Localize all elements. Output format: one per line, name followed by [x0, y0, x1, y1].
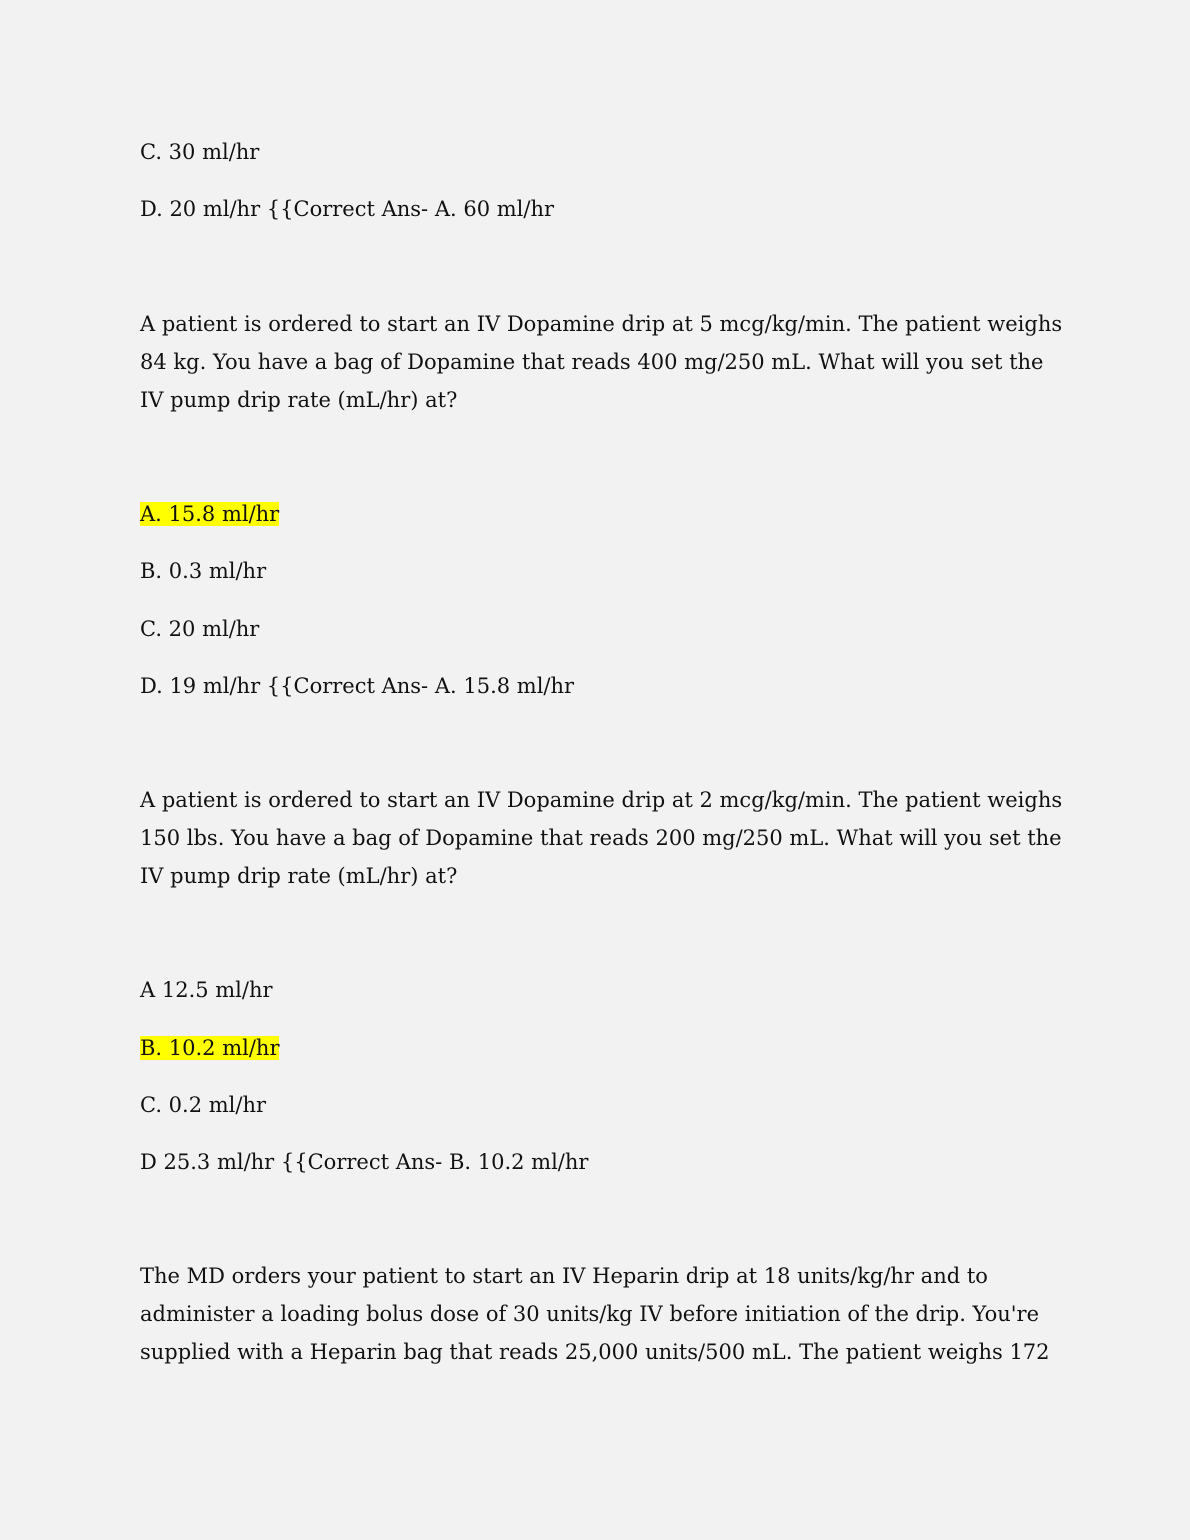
question-1-option-a	[140, 495, 279, 533]
question-3-line-2: administer a loading bolus dose of 30 units/kg IV before initiation of the drip. You're	[140, 1302, 1039, 1326]
question-3-line-3: supplied with a Heparin bag that reads 25,000 units/500 mL. The patient weighs 172	[140, 1340, 1050, 1364]
highlighted-answer: B. 10.2 ml/hr	[140, 1036, 280, 1060]
question-1-option-d-answer: D. 19 ml/hr {{Correct Ans- A. 15.8 ml/hr	[140, 674, 575, 698]
question-1-line-1: A patient is ordered to start an IV Dopamine drip at 5 mcg/kg/min. The patient weighs	[140, 312, 1063, 336]
question-1-option-b: B. 0.3 ml/hr	[140, 559, 267, 583]
question-2-line-1: A patient is ordered to start an IV Dopamine drip at 2 mcg/kg/min. The patient weighs	[140, 788, 1063, 812]
highlighted-answer: A. 15.8 ml/hr	[140, 502, 280, 526]
prev-option-d-answer: D. 20 ml/hr {{Correct Ans- A. 60 ml/hr	[140, 197, 555, 221]
question-2-option-c: C. 0.2 ml/hr	[140, 1093, 267, 1117]
question-1-option-c: C. 20 ml/hr	[140, 617, 260, 641]
question-2-option-b	[140, 1029, 279, 1067]
question-2-line-3: IV pump drip rate (mL/hr) at?	[140, 864, 458, 888]
question-1-line-3: IV pump drip rate (mL/hr) at?	[140, 388, 458, 412]
question-1-line-2: 84 kg. You have a bag of Dopamine that reads 400 mg/250 mL. What will you set the	[140, 350, 1044, 374]
question-2-option-a: A 12.5 ml/hr	[140, 978, 273, 1002]
prev-option-c: C. 30 ml/hr	[140, 140, 260, 164]
question-2-option-d-answer: D 25.3 ml/hr {{Correct Ans- B. 10.2 ml/hr	[140, 1150, 589, 1174]
question-2-line-2: 150 lbs. You have a bag of Dopamine that reads 200 mg/250 mL. What will you set the	[140, 826, 1062, 850]
question-3-line-1: The MD orders your patient to start an IV Heparin drip at 18 units/kg/hr and to	[140, 1264, 988, 1288]
